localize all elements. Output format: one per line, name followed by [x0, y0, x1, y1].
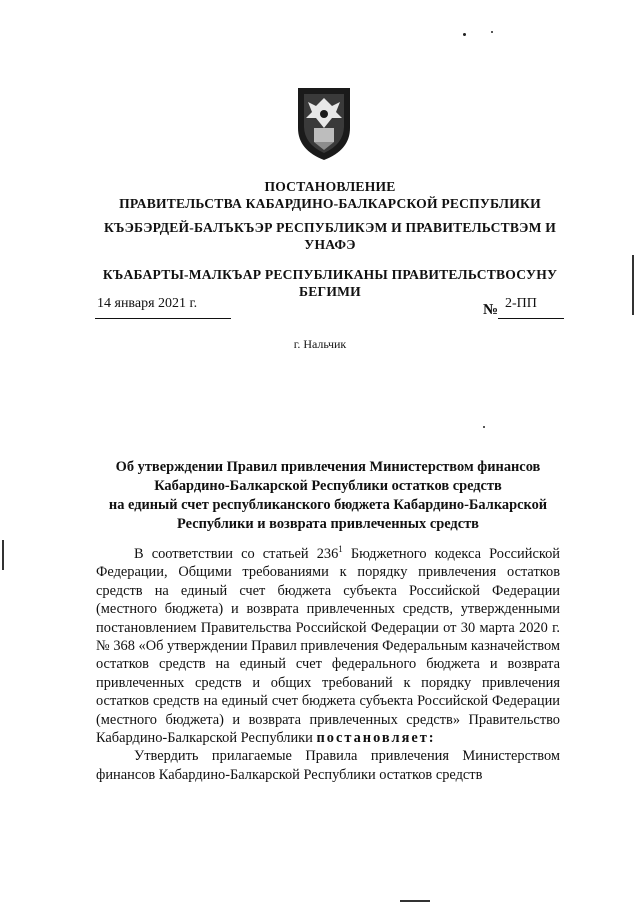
scan-edge-mark: [632, 255, 634, 315]
document-title: Об утверждении Правил привлечения Министерством финансов Кабардино-Балкарской Республики остатков средств на единый счет республиканского бюджета Кабардино-Балкарской Республики и возврата привлеченных средств: [108, 459, 548, 532]
body-paragraph-1: В соответствии со статьей $236^1$ Бюджетного кодекса Российской Федерации, Общими требованиями к порядку привлечения остатков средств на единый счет бюджета субъекта Российской Федерации (местного бюджета) и возврата привлеченных средств, утвержденными постановлением Правительства Российской Федерации от 30 марта 2020 г. № 368 «Об утверждении Правил привлечения Федеральным казначейством остатков средств на единый счет федерального бюджета и возврата привлеченных средств и общих требований к порядку привлечения остатков средств на единый счет бюджета субъекта Российской Федерации (местного бюджета) и возврата привлеченных средств» Правительство Кабардино-Балкарской Республики постановляет:: [96, 544, 560, 747]
document-number: 2-ПП: [505, 296, 537, 311]
document-date: 14 января 2021 г.: [97, 296, 198, 311]
document-type-heading: ПОСТАНОВЛЕНИЕ ПРАВИТЕЛЬСТВА КАБАРДИНО-БАЛКАРСКОЙ РЕСПУБЛИКИ: [119, 179, 541, 211]
scan-edge-mark: [400, 900, 430, 902]
date-underline: [95, 318, 231, 319]
number-underline: [498, 318, 564, 319]
document-body: [96, 545, 560, 784]
city-name: г. Нальчик: [293, 337, 347, 351]
kabardian-heading: КЪЭБЭРДЕЙ-БАЛЪКЪЭР РЕСПУБЛИКЭМ И ПРАВИТЕЛЬСТВЭМ И УНАФЭ: [103, 220, 557, 252]
balkar-heading: КЪАБАРТЫ-МАЛКЪАР РЕСПУБЛИКАНЫ ПРАВИТЕЛЬСТВОСУНУ БЕГИМИ: [102, 267, 558, 299]
number-label: №: [483, 302, 499, 318]
footnote-superscript: 1: [338, 544, 343, 555]
coat-of-arms-emblem-icon: [294, 84, 354, 162]
scan-speck: [463, 33, 466, 36]
scan-speck: [491, 31, 493, 33]
resolution-keyword: постановляет:: [316, 730, 436, 747]
body-paragraph-2: Утвердить прилагаемые Правила привлечения Министерством финансов Кабардино-Балкарской Республики остатков средств: [96, 748, 560, 783]
scan-edge-mark: [2, 540, 4, 570]
scan-speck: [483, 426, 485, 428]
